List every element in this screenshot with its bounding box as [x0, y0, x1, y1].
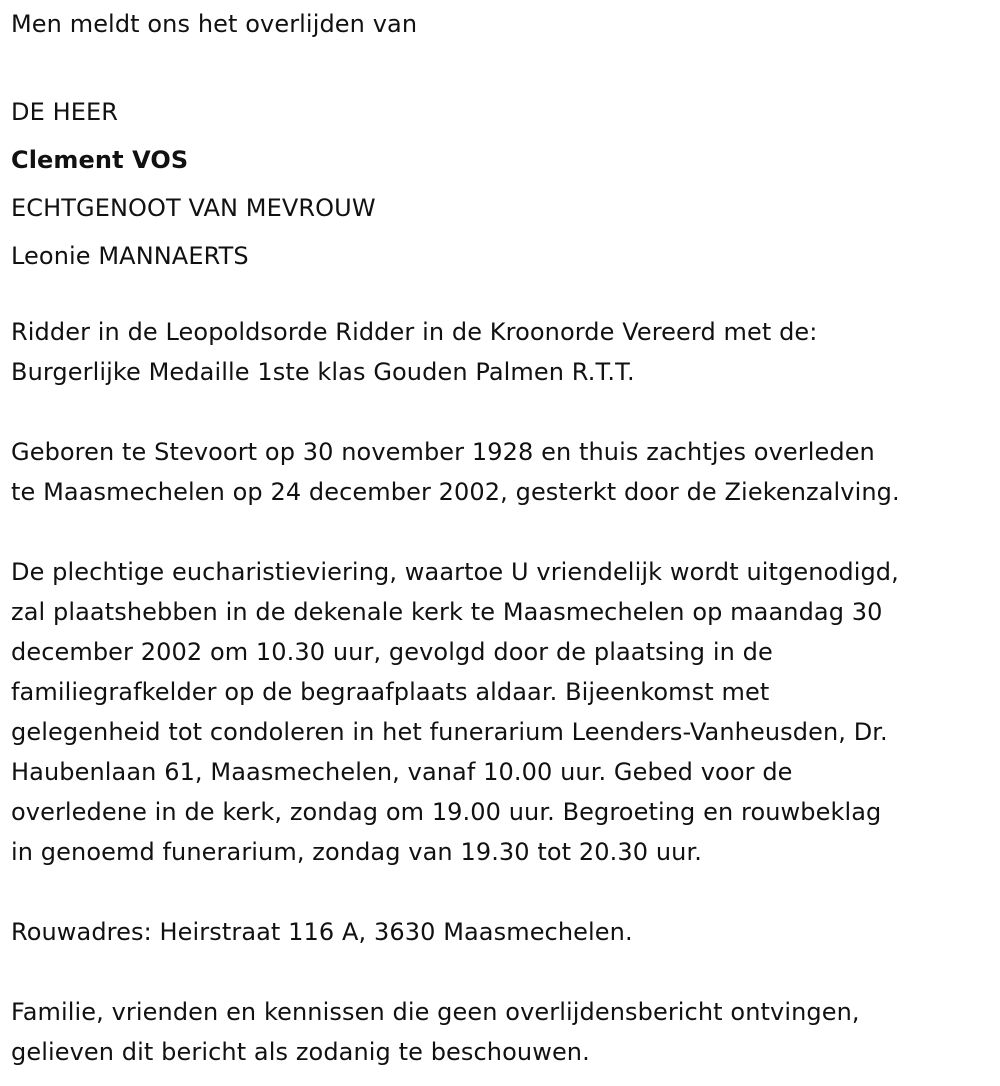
- paragraph-line: De plechtige eucharistieviering, waartoe U vriendelijk wordt uitgenodigd,: [11, 558, 899, 586]
- paragraph-line: december 2002 om 10.30 uur, gevolgd door de plaatsing in de: [11, 638, 773, 666]
- paragraph-line: te Maasmechelen op 24 december 2002, gesterkt door de Ziekenzalving.: [11, 478, 900, 506]
- paragraph-line: Burgerlijke Medaille 1ste klas Gouden Palmen R.T.T.: [11, 358, 635, 386]
- spouse-name: Leonie MANNAERTS: [11, 242, 249, 270]
- intro-text: Men meldt ons het overlijden van: [11, 10, 418, 38]
- paragraph-line: Ridder in de Leopoldsorde Ridder in de Kroonorde Vereerd met de:: [11, 318, 818, 346]
- ceremony-paragraph: [11, 552, 899, 872]
- deceased-block: [11, 88, 376, 280]
- paragraph-line: familiegrafkelder op de begraafplaats aldaar. Bijeenkomst met: [11, 678, 770, 706]
- paragraph-line: Familie, vrienden en kennissen die geen overlijdensbericht ontvingen,: [11, 998, 860, 1026]
- honorific: DE HEER: [11, 98, 119, 126]
- family-note-paragraph: [11, 992, 860, 1072]
- paragraph-line: overledene in de kerk, zondag om 19.00 uur. Begroeting en rouwbeklag: [11, 798, 882, 826]
- mourning-address: Rouwadres: Heirstraat 116 A, 3630 Maasmechelen.: [11, 918, 633, 946]
- paragraph-line: gelegenheid tot condoleren in het funerarium Leenders-Vanheusden, Dr.: [11, 718, 888, 746]
- birth-death-paragraph: [11, 432, 900, 512]
- deceased-name: Clement VOS: [11, 146, 189, 174]
- paragraph-line: Geboren te Stevoort op 30 november 1928 en thuis zachtjes overleden: [11, 438, 875, 466]
- relation-text: ECHTGENOOT VAN MEVROUW: [11, 194, 376, 222]
- paragraph-line: Haubenlaan 61, Maasmechelen, vanaf 10.00 uur. Gebed voor de: [11, 758, 793, 786]
- paragraph-line: gelieven dit bericht als zodanig te beschouwen.: [11, 1038, 590, 1066]
- paragraph-line: in genoemd funerarium, zondag van 19.30 tot 20.30 uur.: [11, 838, 702, 866]
- decorations-paragraph: [11, 312, 818, 392]
- paragraph-line: zal plaatshebben in de dekenale kerk te Maasmechelen op maandag 30: [11, 598, 883, 626]
- address-paragraph: [11, 912, 633, 952]
